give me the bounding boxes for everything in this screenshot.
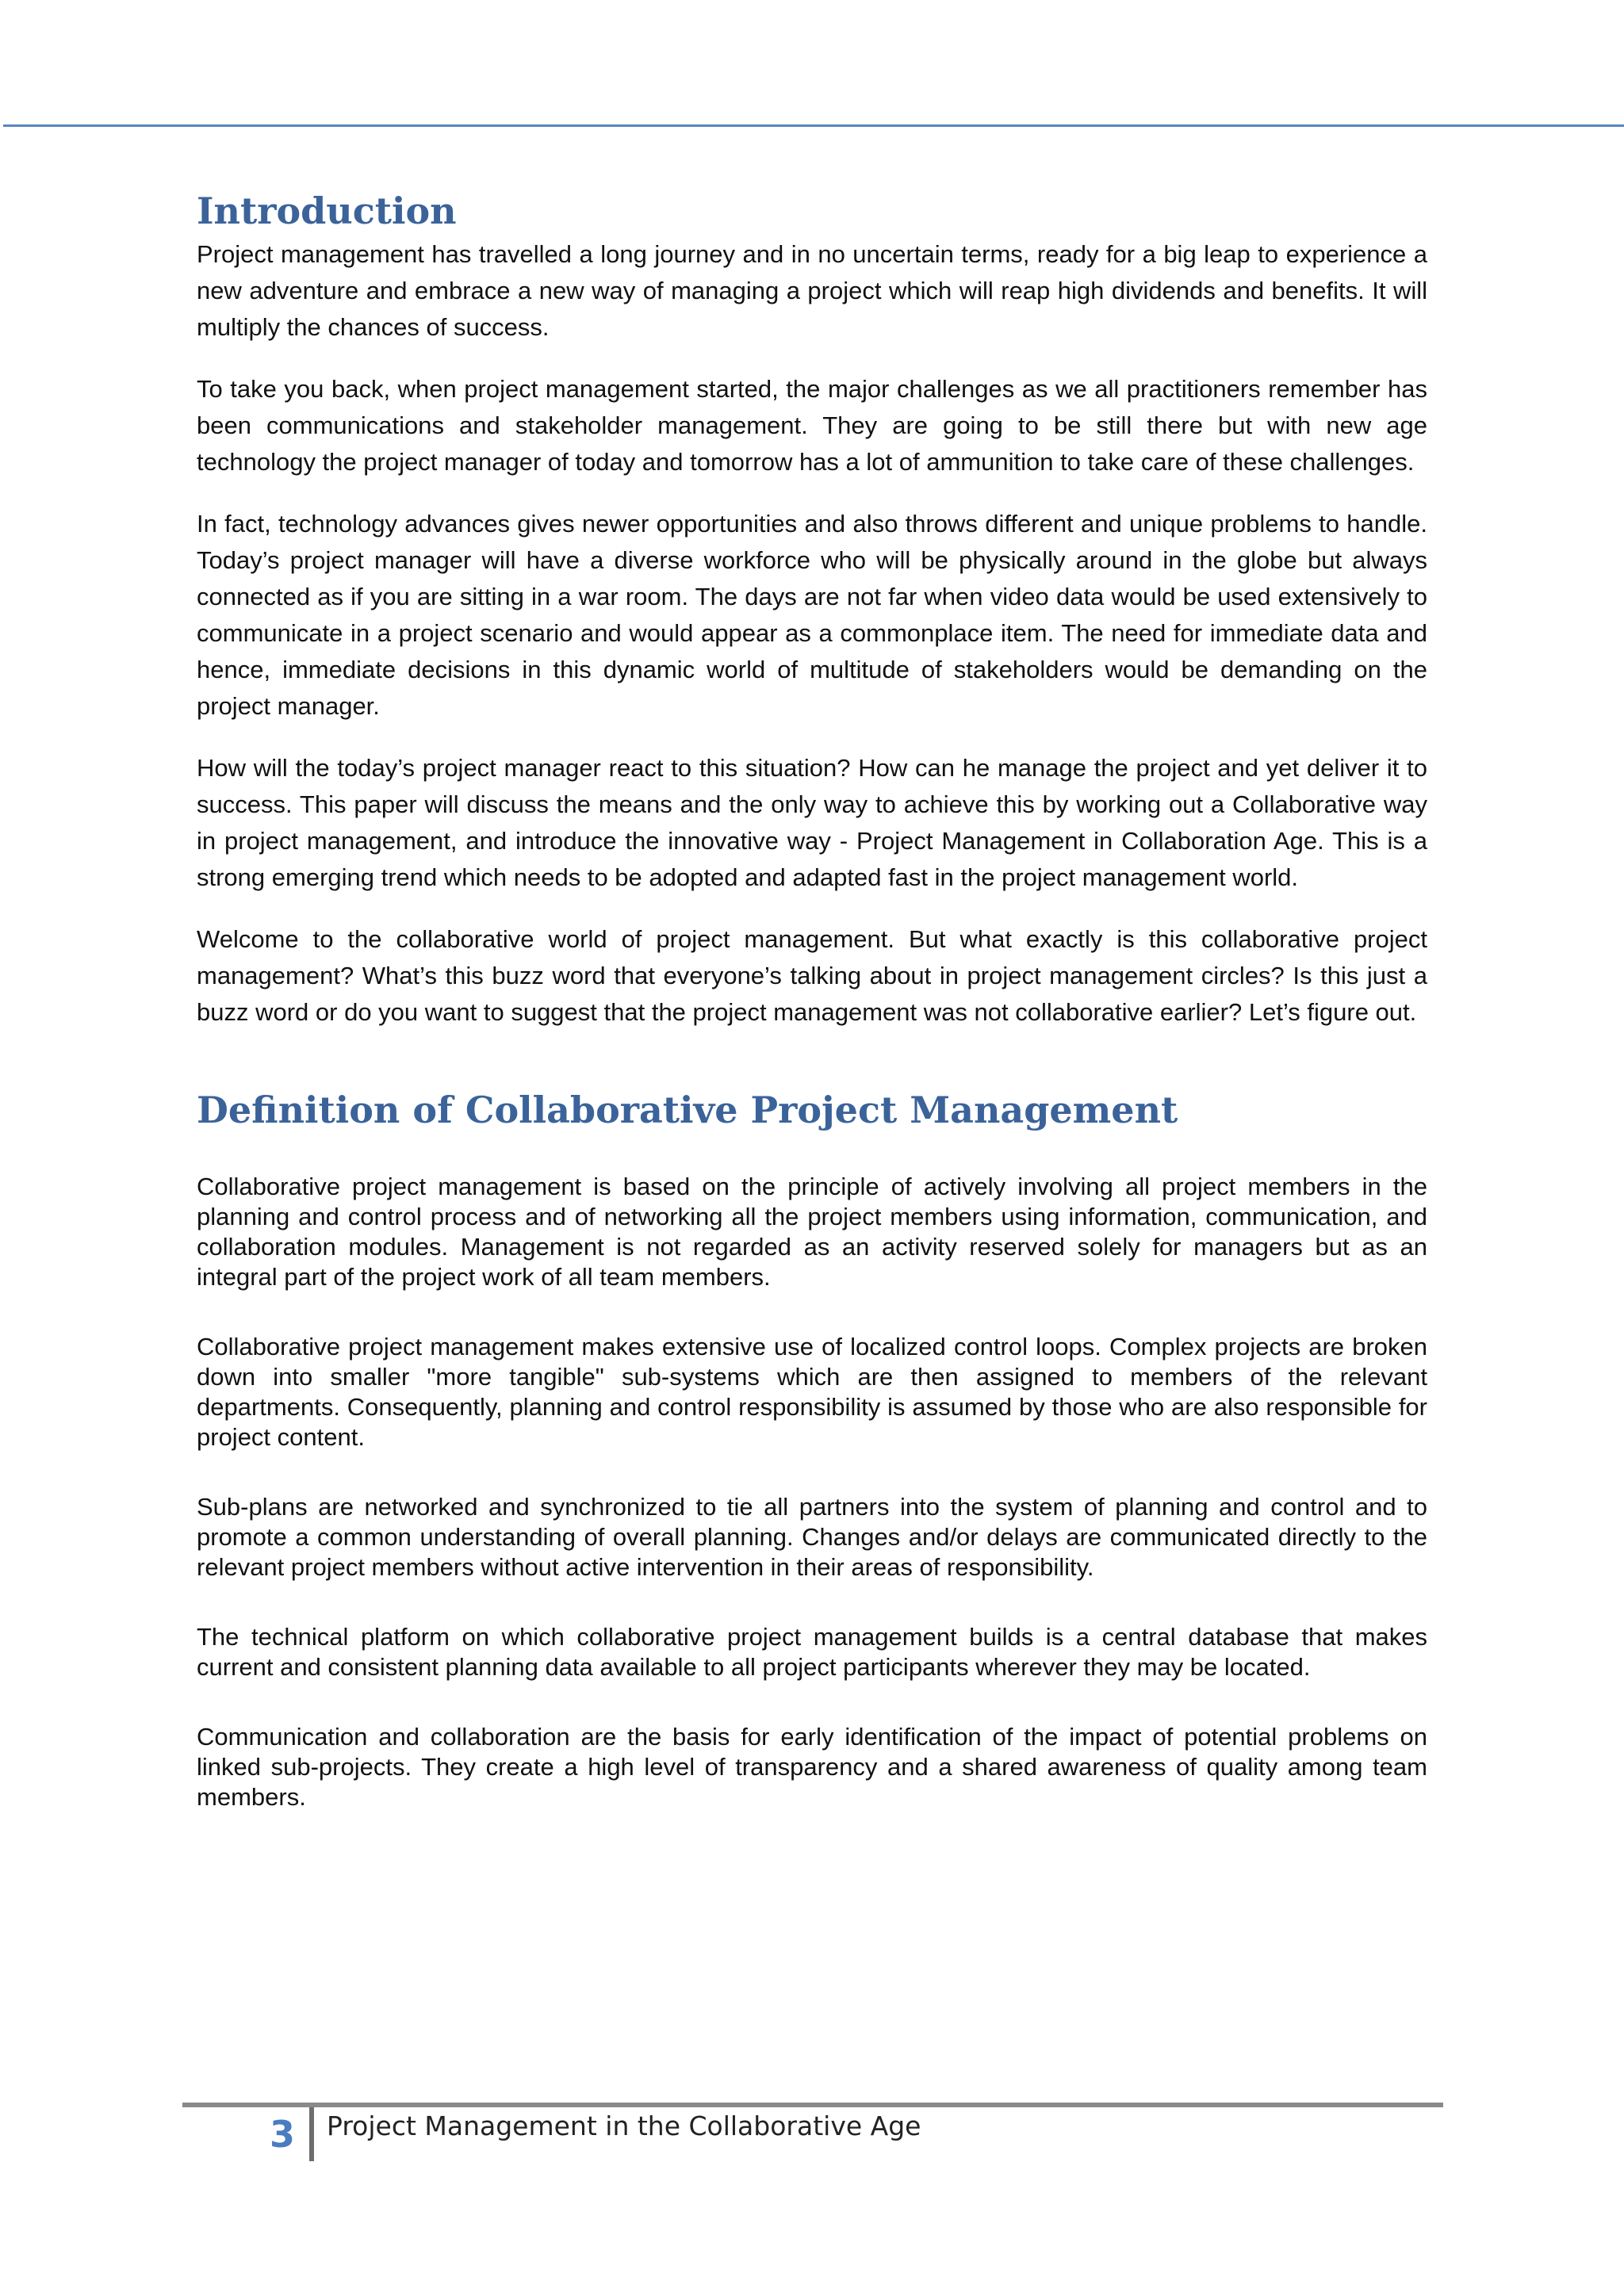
- footer-rule: [182, 2103, 1443, 2107]
- introduction-paragraph-1: Project management has travelled a long journey and in no uncertain terms, ready for a big leap to experience a new adventure and embrace a new way of managing a project which will reap high dividends and benefits. It will multiply the chances of success.: [197, 240, 1427, 341]
- footer-document-title: Project Management in the Collaborative Age: [327, 2110, 921, 2141]
- definition-paragraph-4: The technical platform on which collaborative project management builds is a central database that makes current and consistent planning data available to all project participants wherever they may be located.: [197, 1623, 1427, 1681]
- introduction-paragraph-3: In fact, technology advances gives newer opportunities and also throws different and unique problems to handle. Today’s project manager will have a diverse workforce who will be physically around in the globe but always connected as if you are sitting in a war room. The days are not far when video data would be used extensively to communicate in a project scenario and would appear as a commonplace item. The need for immediate data and hence, immediate decisions in this dynamic world of multitude of stakeholders would be demanding on the project manager.: [197, 510, 1427, 720]
- introduction-paragraph-5: Welcome to the collaborative world of project management. But what exactly is this collaborative project management? What’s this buzz word that everyone’s talking about in project management circles? Is this just a buzz word or do you want to suggest that the project management was not collaborative earlier? Let’s figure out.: [197, 925, 1427, 1026]
- header-rule: [3, 124, 1624, 127]
- introduction-heading: Introduction: [197, 189, 457, 232]
- definition-paragraph-3: Sub-plans are networked and synchronized to tie all partners into the system of planning and control and to promote a common understanding of overall planning. Changes and/or delays are communicated directly to the relevant project members without active intervention in their areas of responsibility.: [197, 1493, 1427, 1581]
- footer-divider: [309, 2107, 314, 2161]
- introduction-paragraph-4: How will the today’s project manager react to this situation? How can he manage the project and yet deliver it to success. This paper will discuss the means and the only way to achieve this by working out a Collaborative way in project management, and introduce the innovative way - Project Management in Collaboration Age. This is a strong emerging trend which needs to be adopted and adapted fast in the project management world.: [197, 754, 1427, 891]
- page-content: [197, 189, 1427, 1852]
- introduction-paragraph-2: To take you back, when project management started, the major challenges as we all practitioners remember has been communications and stakeholder management. They are going to be still there but with new age technology the project manager of today and tomorrow has a lot of ammunition to take care of these challenges.: [197, 375, 1427, 476]
- definition-paragraph-1: Collaborative project management is based on the principle of actively involving all project members in the planning and control process and of networking all the project members using information, communication, and collaboration modules. Management is not regarded as an activity reserved solely for managers but as an integral part of the project work of all team members.: [197, 1173, 1427, 1291]
- definition-heading: Definition of Collaborative Project Management: [197, 1089, 1178, 1131]
- definition-paragraph-2: Collaborative project management makes extensive use of localized control loops. Complex projects are broken down into smaller "more tangible" sub-systems which are then assigned to members of the relevant departments. Consequently, planning and control responsibility is assumed by those who are also responsible for project content.: [197, 1333, 1427, 1451]
- definition-paragraph-5: Communication and collaboration are the basis for early identification of the impact of potential problems on linked sub-projects. They create a high level of transparency and a shared awareness of quality among team members.: [197, 1723, 1427, 1811]
- footer-page-number: 3: [270, 2113, 296, 2156]
